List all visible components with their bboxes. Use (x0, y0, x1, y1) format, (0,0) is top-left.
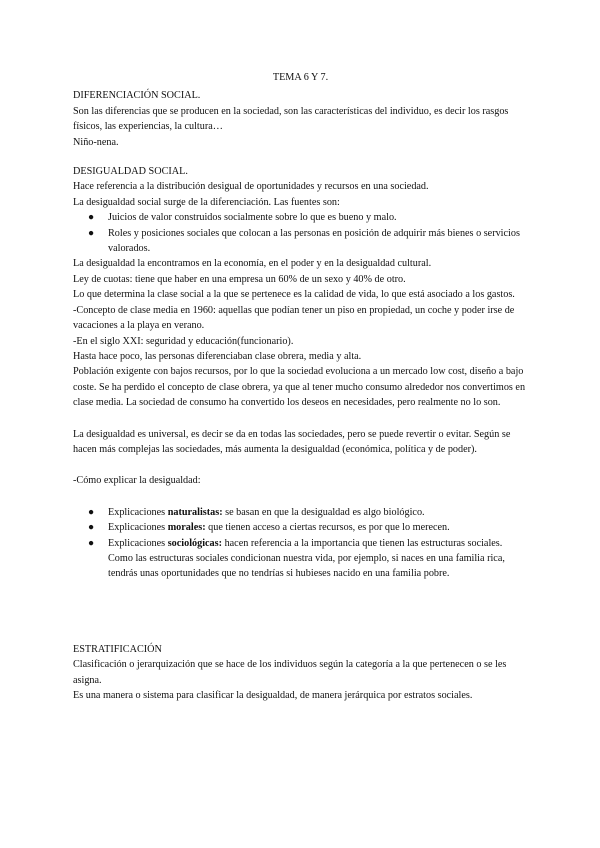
paragraph: Población exigente con bajos recursos, por lo que la sociedad evoluciona a un mercado low cost, diseño a bajo coste. Se ha perdido el concepto de clase obrera, ya que al tener mucho consumo alrededor nos convertimos en clase media. La sociedad de consumo ha convertido los deseos en necesidades, pero realmente no lo son. (73, 366, 526, 409)
paragraph: -Concepto de clase media en 1960: aquellas que podían tener un piso en propiedad, un coche y poder irse de vacaciones a la playa en verano. (73, 304, 515, 332)
list-item (73, 226, 528, 257)
list-item-term: sociológicas: (167, 537, 223, 549)
paragraph: La desigualdad social surge de la diferenciación. Las fuentes son: (73, 196, 340, 208)
paragraph: Es una manera o sistema para clasificar la desigualdad, de manera jerárquica por estratos sociales. (73, 690, 473, 701)
explanations-list (73, 505, 528, 582)
spacer (73, 411, 528, 427)
bullet-icon: ● (88, 227, 95, 239)
list-item-text: Roles y posiciones sociales que colocan a las personas en posición de adquirir más bienes o servicios valorados. (108, 227, 520, 255)
spacer (73, 150, 528, 164)
bullet-icon: ● (88, 212, 95, 224)
paragraph: Hasta hace poco, las personas diferenciaban clase obrera, media y alta. (73, 350, 362, 362)
list-item-term: morales: (167, 522, 206, 534)
bullet-icon: ● (88, 537, 95, 549)
list-item-prefix: Explicaciones (108, 537, 168, 549)
list-item-text: Juicios de valor construidos socialmente sobre lo que es bueno y malo. (108, 212, 397, 224)
spacer (73, 457, 528, 473)
list-item (73, 210, 528, 225)
paragraph: Hace referencia a la distribución desigual de oportunidades y recursos en una sociedad. (73, 181, 429, 193)
list-item-prefix: Explicaciones (108, 522, 168, 534)
paragraph: Lo que determina la clase social a la que se pertenece es la calidad de vida, lo que está asociado a los gastos. (73, 289, 515, 301)
list-item-term: naturalistas: (167, 506, 223, 518)
paragraph: La desigualdad la encontramos en la economía, en el poder y en la desigualdad cultural. (73, 258, 432, 270)
list-item-text: que tienen acceso a ciertas recursos, es por que lo merecen. (205, 522, 450, 534)
list-item (73, 536, 528, 582)
list-item (73, 520, 528, 535)
paragraph: -En el siglo XXI: seguridad y educación(funcionario). (73, 335, 294, 347)
bullet-icon: ● (88, 522, 95, 534)
heading-diferenciacion: DIFERENCIACIÓN SOCIAL. (73, 90, 201, 102)
sources-list (73, 210, 528, 256)
paragraph: Son las diferencias que se producen en la sociedad, son las características del individuo, es decir los rasgos físicos, las experiencias, la cultura… (73, 105, 509, 133)
paragraph: Niño-nena. (73, 136, 119, 148)
spacer (73, 582, 528, 642)
heading-estratificacion: ESTRATIFICACIÓN (73, 643, 162, 655)
paragraph: La desigualdad es universal, es decir se da en todas las sociedades, pero se puede revertir o evitar. Según se hacen más complejas las sociedades, más aumenta la desigualdad (económica, política y de poder). (73, 428, 511, 455)
document-body (73, 70, 528, 703)
list-item-text: hacen referencia a la importancia que tienen las estructuras sociales. Como las estructuras sociales condicionan nuestra vida, por ejemplo, si naces en una familia rica, tendrás unas oportunidades que no tendrías si hubieses nacido en una familia pobre. (108, 537, 505, 580)
paragraph: Ley de cuotas: tiene que haber en una empresa un 60% de un sexo y 40% de otro. (73, 273, 406, 285)
list-item (73, 505, 528, 520)
heading-desigualdad: DESIGUALDAD SOCIAL. (73, 166, 188, 178)
paragraph: -Cómo explicar la desigualdad: (73, 475, 201, 487)
spacer (73, 489, 528, 505)
paragraph: Clasificación o jerarquización que se hace de los individuos según la categoría a la que pertenecen o se les asigna. (73, 659, 507, 686)
list-item-text: se basan en que la desigualdad es algo biológico. (222, 506, 425, 518)
bullet-icon: ● (88, 506, 95, 518)
list-item-prefix: Explicaciones (108, 506, 168, 518)
document-title: TEMA 6 Y 7. (272, 72, 329, 83)
